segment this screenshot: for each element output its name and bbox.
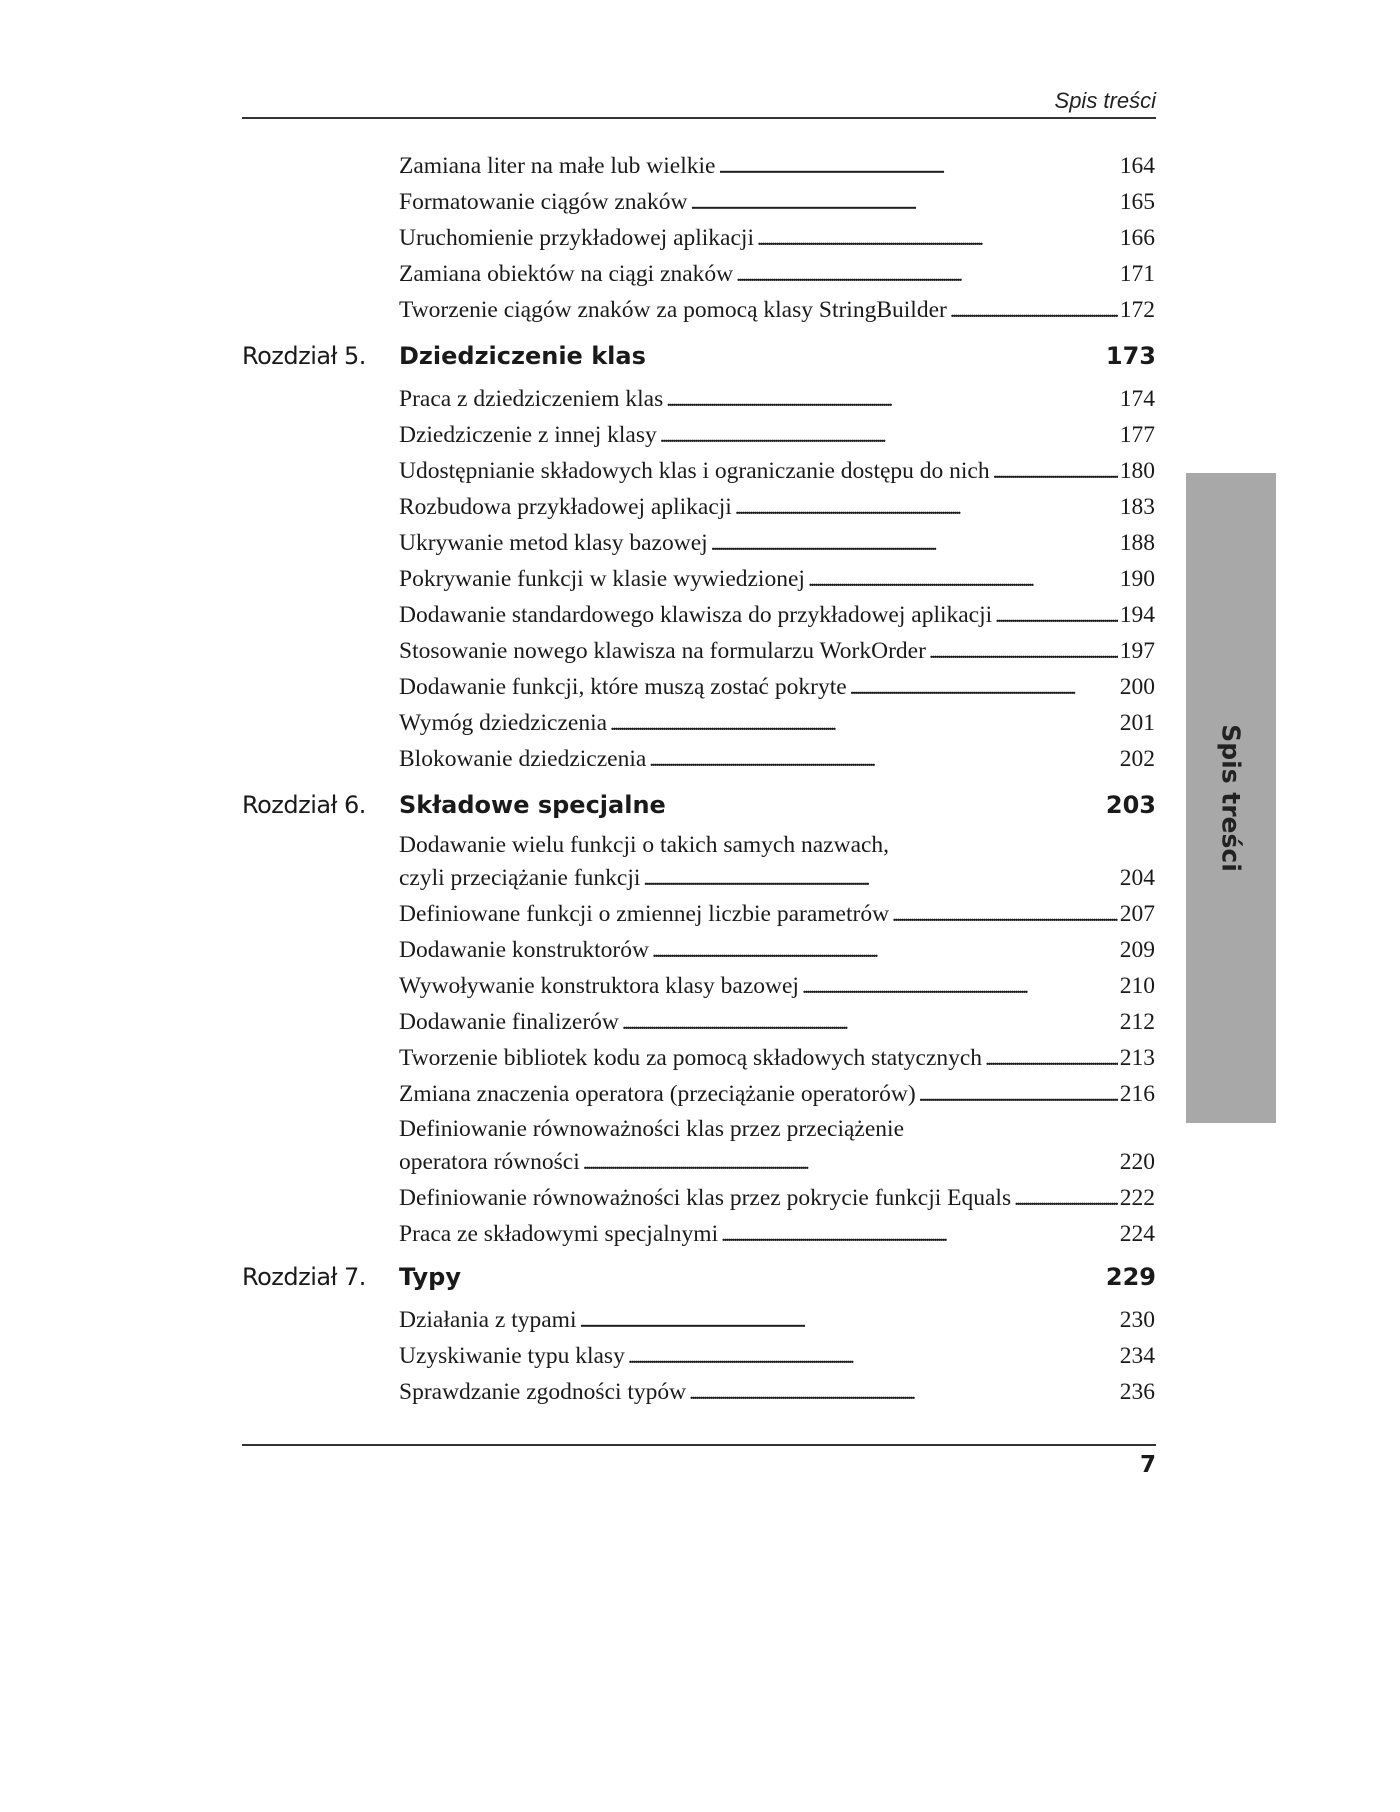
chapter-title: Składowe specjalne	[399, 791, 666, 819]
toc-entry[interactable]	[399, 1076, 1155, 1112]
toc-entry[interactable]	[399, 148, 1155, 184]
dot-leader	[711, 525, 1118, 562]
toc-entry[interactable]	[399, 184, 1155, 220]
toc-entry[interactable]	[399, 256, 1155, 292]
toc-entry-title: Udostępnianie składowych klas i ograniczanie dostępu do nich	[399, 458, 990, 484]
toc-entry[interactable]	[399, 292, 1155, 328]
toc-entry-page: 164	[1119, 153, 1155, 179]
toc-entry-page: 222	[1119, 1185, 1155, 1211]
running-head: Spis treści	[1054, 88, 1156, 113]
toc-entry[interactable]	[399, 1216, 1155, 1252]
chapter-title: Typy	[399, 1263, 461, 1291]
toc-entry-page: 230	[1119, 1307, 1155, 1333]
toc-entry[interactable]	[399, 417, 1155, 453]
toc-entry-page: 224	[1119, 1221, 1155, 1247]
toc-entry[interactable]	[399, 741, 1155, 777]
toc-entry-page: 177	[1119, 422, 1155, 448]
toc-entry-title: Sprawdzanie zgodności typów	[399, 1379, 687, 1405]
toc-entry-title: Dodawanie funkcji, które muszą zostać pokryte	[399, 674, 847, 700]
toc-entry[interactable]	[399, 669, 1155, 705]
toc-entry-page: 201	[1119, 710, 1155, 736]
dot-leader	[929, 633, 1118, 670]
toc-entry-title: Zamiana liter na małe lub wielkie	[399, 153, 716, 179]
toc-entry-page: 202	[1119, 746, 1155, 772]
toc-entry-title: Definiowane funkcji o zmiennej liczbie parametrów	[399, 901, 890, 927]
toc-entry-page: 180	[1119, 458, 1155, 484]
toc-entry[interactable]	[399, 561, 1155, 597]
header-rule	[242, 117, 1156, 119]
dot-leader	[995, 597, 1118, 634]
toc-entry-page: 216	[1119, 1081, 1155, 1107]
toc-entry-page: 204	[1119, 865, 1155, 891]
toc-entry-page: 197	[1119, 638, 1155, 664]
dot-leader	[643, 860, 1117, 897]
toc-entry-title: Blokowanie dziedziczenia	[399, 746, 647, 772]
dot-leader	[628, 1338, 1118, 1375]
toc-entry-title: Wymóg dziedziczenia	[399, 710, 608, 736]
chapter-number: Rozdział 5.	[242, 342, 366, 370]
toc-entry[interactable]	[399, 1374, 1155, 1410]
toc-entry-title: operatora równości	[399, 1149, 580, 1175]
toc-entry-page: 209	[1119, 937, 1155, 963]
toc-entry-title: Zamiana obiektów na ciągi znaków	[399, 261, 734, 287]
side-tab-label: Spis treści	[1216, 724, 1246, 872]
toc-entry-title: Definiowanie równoważności klas przez pokrycie funkcji Equals	[399, 1185, 1012, 1211]
toc-entry-page: 172	[1119, 297, 1155, 323]
toc-entry-page: 200	[1119, 674, 1155, 700]
chapter-title: Dziedziczenie klas	[399, 342, 646, 370]
toc-entry-title: Wywoływanie konstruktora klasy bazowej	[399, 973, 799, 999]
toc-entry-title-line1: Definiowanie równoważności klas przez przeciążenie	[399, 1116, 904, 1142]
dot-leader	[690, 184, 1117, 221]
toc-entry[interactable]	[399, 705, 1155, 741]
page-number: 7	[1139, 1452, 1156, 1478]
toc-entry-title: Praca z dziedziczeniem klas	[399, 386, 664, 412]
toc-entry-title: Dodawanie standardowego klawisza do przykładowej aplikacji	[399, 602, 993, 628]
toc-entry-page: 190	[1119, 566, 1155, 592]
toc-entry-title: Dodawanie konstruktorów	[399, 937, 649, 963]
toc-entry-title: Tworzenie bibliotek kodu za pomocą składowych statycznych	[399, 1045, 983, 1071]
dot-leader	[622, 1004, 1118, 1041]
dot-leader	[736, 256, 1118, 293]
dot-leader	[919, 1076, 1118, 1113]
toc-entry-title-line1: Dodawanie wielu funkcji o takich samych nazwach,	[399, 832, 890, 858]
chapter-heading[interactable]	[242, 791, 1156, 831]
toc-entry[interactable]	[399, 489, 1155, 525]
toc-entry-page: 166	[1119, 225, 1155, 251]
toc-entry-title: czyli przeciążanie funkcji	[399, 865, 641, 891]
toc-entry-page: 234	[1119, 1343, 1155, 1369]
chapter-page: 203	[1105, 791, 1156, 819]
toc-entry[interactable]	[399, 220, 1155, 256]
toc-entry[interactable]	[399, 525, 1155, 561]
dot-leader	[757, 220, 1118, 257]
dot-leader	[985, 1040, 1118, 1077]
toc-entry-title: Działania z typami	[399, 1307, 577, 1333]
toc-entry[interactable]	[399, 932, 1155, 968]
dot-leader	[660, 417, 1118, 454]
chapter-heading[interactable]	[242, 1263, 1156, 1303]
dot-leader	[892, 896, 1118, 933]
dot-leader	[649, 741, 1117, 778]
toc-entry-title: Tworzenie ciągów znaków za pomocą klasy StringBuilder	[399, 297, 947, 323]
toc-entry[interactable]	[399, 1114, 1155, 1180]
toc-entry-page: 212	[1119, 1009, 1155, 1035]
toc-entry-title: Formatowanie ciągów znaków	[399, 189, 688, 215]
toc-entry[interactable]	[399, 896, 1155, 932]
toc-entry[interactable]	[399, 1338, 1155, 1374]
toc-entry[interactable]	[399, 633, 1155, 669]
toc-entry[interactable]	[399, 1302, 1155, 1338]
toc-entry[interactable]	[399, 597, 1155, 633]
dot-leader	[808, 561, 1118, 598]
toc-entry-page: 174	[1119, 386, 1155, 412]
chapter-number: Rozdział 7.	[242, 1263, 366, 1291]
toc-entry[interactable]	[399, 1004, 1155, 1040]
toc-entry[interactable]	[399, 381, 1155, 417]
dot-leader	[721, 1216, 1118, 1253]
dot-leader	[993, 453, 1118, 490]
dot-leader	[666, 381, 1118, 418]
toc-entry-title: Pokrywanie funkcji w klasie wywiedzionej	[399, 566, 805, 592]
dot-leader	[579, 1302, 1117, 1339]
dot-leader	[735, 489, 1118, 526]
side-tab	[1186, 473, 1276, 1123]
dot-leader	[610, 705, 1118, 742]
toc-entry-title: Ukrywanie metod klasy bazowej	[399, 530, 708, 556]
toc-entry[interactable]	[399, 453, 1155, 489]
toc-entry-page: 194	[1119, 602, 1155, 628]
chapter-page: 173	[1105, 342, 1156, 370]
toc-entry-title: Stosowanie nowego klawisza na formularzu WorkOrder	[399, 638, 926, 664]
toc-entry-title: Rozbudowa przykładowej aplikacji	[399, 494, 732, 520]
toc-entry-page: 207	[1119, 901, 1155, 927]
toc-entry-title: Praca ze składowymi specjalnymi	[399, 1221, 719, 1247]
toc-entry[interactable]	[399, 1180, 1155, 1216]
dot-leader	[802, 968, 1118, 1005]
toc-entry-page: 220	[1119, 1149, 1155, 1175]
toc-entry[interactable]	[399, 968, 1155, 1004]
toc-entry-title: Dodawanie finalizerów	[399, 1009, 619, 1035]
dot-leader	[950, 292, 1118, 329]
toc-entry-page: 213	[1119, 1045, 1155, 1071]
toc-entry-page: 188	[1119, 530, 1155, 556]
toc-entry-page: 183	[1119, 494, 1155, 520]
toc-entry-title: Uzyskiwanie typu klasy	[399, 1343, 625, 1369]
dot-leader	[1014, 1180, 1118, 1217]
chapter-page: 229	[1105, 1263, 1156, 1291]
toc-entry-page: 210	[1119, 973, 1155, 999]
dot-leader	[583, 1144, 1118, 1181]
toc-entry-page: 236	[1119, 1379, 1155, 1405]
chapter-number: Rozdział 6.	[242, 791, 366, 819]
toc-entry-page: 171	[1119, 261, 1155, 287]
dot-leader	[689, 1374, 1118, 1411]
toc-entry-title: Zmiana znaczenia operatora (przeciążanie operatorów)	[399, 1081, 916, 1107]
toc-entry-page: 165	[1119, 189, 1155, 215]
toc-entry[interactable]	[399, 1040, 1155, 1076]
dot-leader	[652, 932, 1118, 969]
toc-entry-title: Uruchomienie przykładowej aplikacji	[399, 225, 754, 251]
footer-rule	[242, 1444, 1156, 1446]
chapter-heading[interactable]	[242, 342, 1156, 382]
toc-entry[interactable]	[399, 830, 1155, 896]
dot-leader	[718, 148, 1117, 185]
dot-leader	[850, 669, 1118, 706]
toc-entry-title: Dziedziczenie z innej klasy	[399, 422, 657, 448]
